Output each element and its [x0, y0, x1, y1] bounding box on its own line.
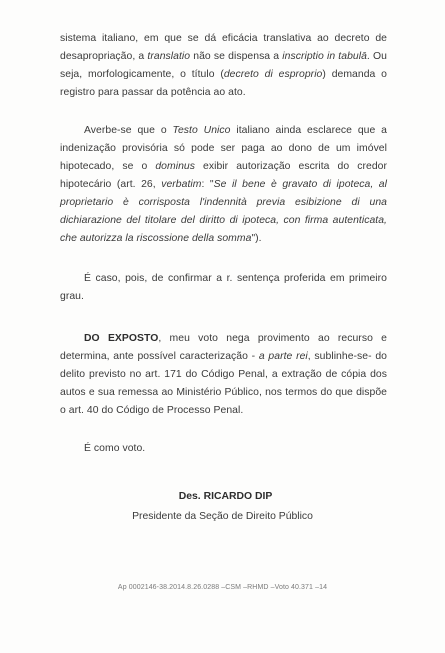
italic-term: decreto di esproprio [223, 69, 323, 80]
italic-term: dominus [155, 161, 195, 172]
paragraph-translatio [60, 30, 387, 102]
italic-term: verbatim [161, 179, 202, 190]
text-segment: não se dispensa a [190, 51, 283, 62]
text-segment: , meu voto nega provimento ao recurso e determina, ante possível caracterização - [60, 333, 387, 362]
text-segment: "). [251, 233, 262, 244]
paragraph-do-exposto [60, 330, 387, 420]
paragraph-testo-unico [60, 122, 387, 248]
text-segment: É como voto. [84, 443, 146, 454]
italic-term: a parte rei [258, 351, 308, 362]
text-segment: Averbe-se que o [84, 125, 173, 136]
italian-quote: Se il bene è gravato di ipoteca, al proprietario è corrisposta l'indennità previa esibizione di una dichiarazione del titolare del diritto di ipoteca, con firma autenticata, che autorizza la riscossione della somma [60, 179, 387, 244]
text-segment: exibir autorização escrita do credor hipotecário (art. 26, [60, 161, 387, 190]
paragraph-como-voto [60, 440, 387, 458]
italic-term: Testo Unico [172, 125, 231, 136]
paragraph-confirmation [60, 270, 387, 306]
signature-name: Des. RICARDO DIP [178, 491, 273, 502]
text-segment: : " [201, 179, 214, 190]
text-segment: , sublinhe-se- do delito previsto no art. 171 do Código Penal, a extração de cópia dos autos e sua remessa ao Ministério Público, nos termos do que dispõe o art. 40 do Código de Processo Penal. [60, 351, 388, 416]
text-segment: . Ou seja, morfologicamente, o título ( [60, 51, 387, 80]
italic-term: translatio [147, 51, 191, 62]
text-segment: sistema italiano, em que se dá eficácia translativa ao decreto de desapropriação, a [60, 33, 387, 62]
text-segment: É caso, pois, de confirmar a r. sentença proferida em primeiro grau. [60, 273, 387, 302]
italic-term: inscriptio in tabulā [282, 51, 367, 62]
text-segment: ) demanda o registro para passar da potência ao ato. [60, 69, 387, 98]
footer-reference: Ap 0002146-38.2014.8.26.0288 –CSM –RHMD –Voto 40.371 –14 [117, 584, 328, 591]
text-segment: italiano ainda esclarece que a indenização provisória só pode ser paga ao dono de um imóvel hipotecado, se o [60, 125, 388, 172]
signature-block [0, 488, 445, 526]
do-exposto-heading: DO EXPOSTO [84, 333, 159, 344]
signature-role: Presidente da Seção de Direito Público [132, 511, 313, 522]
